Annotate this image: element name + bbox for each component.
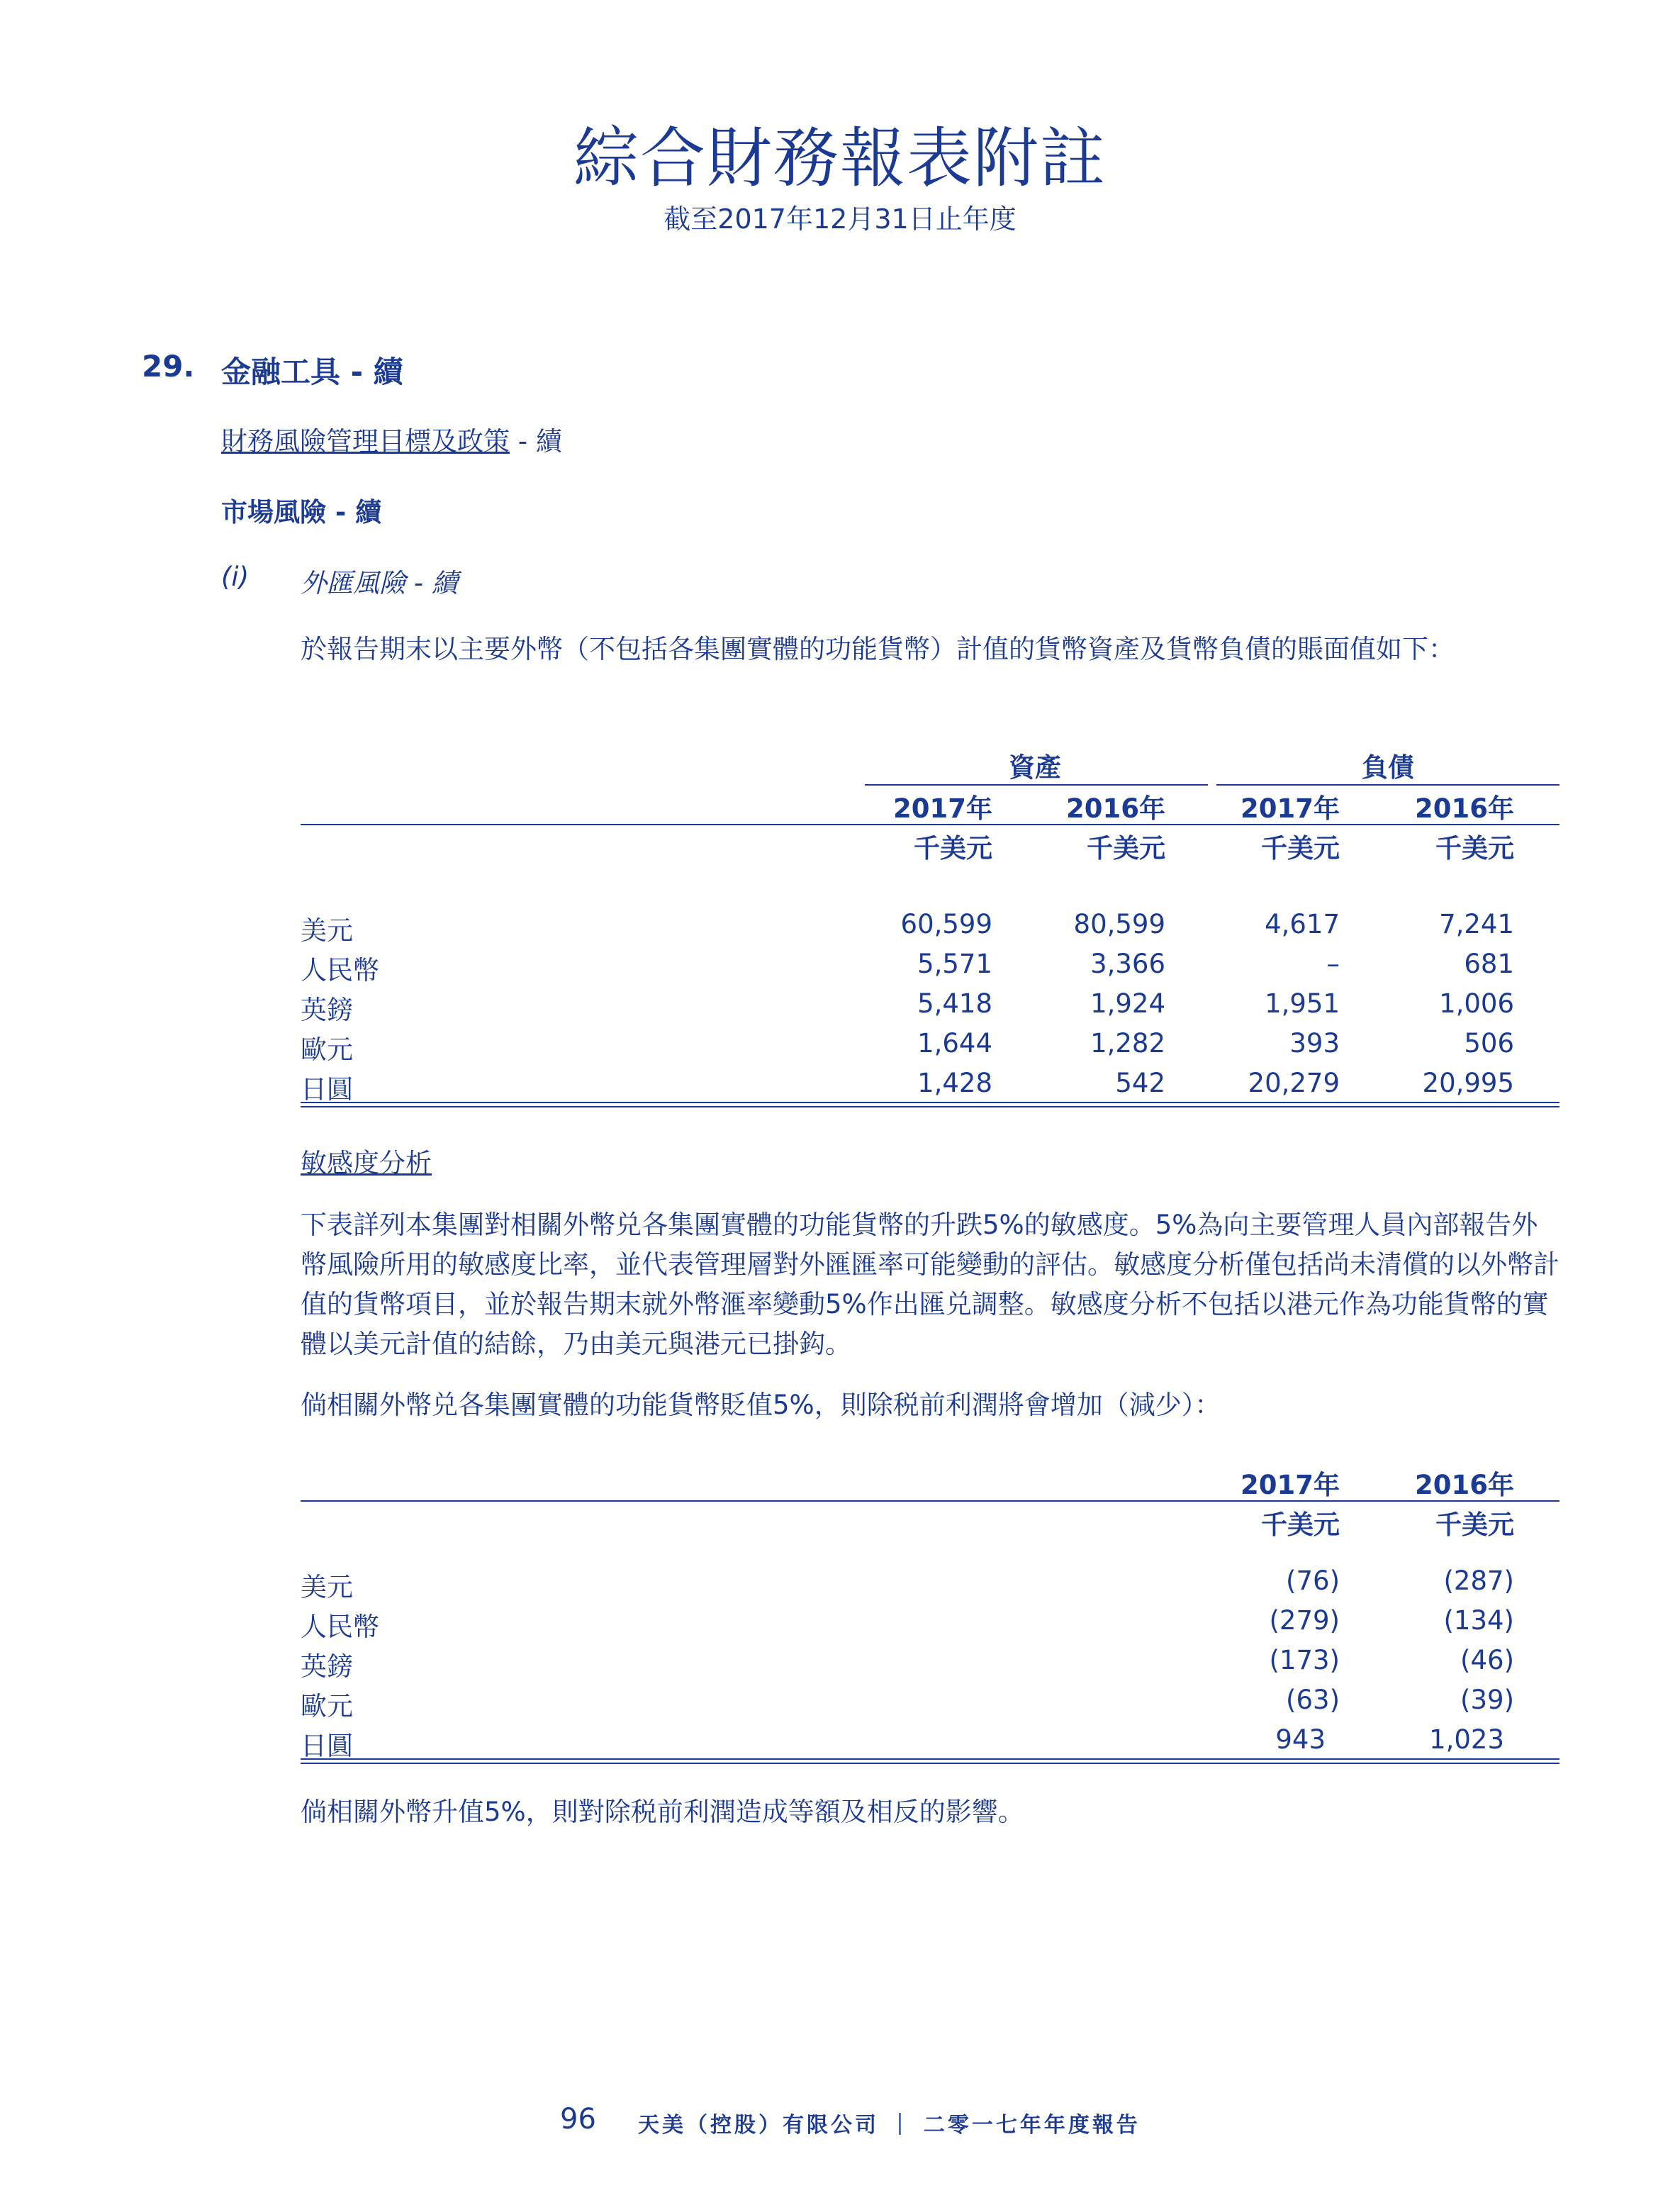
row-label: 人民幣 bbox=[301, 955, 379, 986]
row-value: (63) bbox=[1286, 1685, 1340, 1715]
row-value: 4,617 bbox=[1265, 909, 1340, 939]
appreciation-paragraph: 倘相關外幣升值5%，則對除税前利潤造成等額及相反的影響。 bbox=[301, 1797, 1024, 1827]
row-label: 美元 bbox=[301, 915, 353, 946]
liabilities-rule bbox=[1216, 784, 1559, 786]
t1-total-rule bbox=[301, 1102, 1559, 1107]
market-risk-heading: 市場風險 - 續 bbox=[221, 497, 382, 528]
row-value: (39) bbox=[1460, 1685, 1514, 1715]
row-label: 英鎊 bbox=[301, 1651, 353, 1682]
row-value: 506 bbox=[1464, 1028, 1514, 1059]
row-label: 英鎊 bbox=[301, 995, 353, 1025]
row-value: 60,599 bbox=[900, 909, 992, 939]
row-value: 20,995 bbox=[1422, 1068, 1514, 1098]
t1-unit-col1: 千美元 bbox=[914, 833, 992, 864]
row-value: 1,924 bbox=[1090, 988, 1165, 1019]
row-value: (173) bbox=[1269, 1645, 1340, 1675]
subsection-heading-main: 財務風險管理目標及政策 bbox=[221, 426, 510, 457]
row-value: 1,282 bbox=[1090, 1028, 1165, 1059]
group-liabilities: 負債 bbox=[1362, 752, 1414, 783]
footer-text: 天美（控股）有限公司 ｜ 二零一七年年度報告 bbox=[638, 2113, 1141, 2138]
row-label: 歐元 bbox=[301, 1691, 353, 1721]
row-value: 1,951 bbox=[1265, 988, 1340, 1019]
item-title: 外匯風險 - 續 bbox=[301, 568, 458, 598]
row-value: 20,279 bbox=[1248, 1068, 1340, 1098]
row-value: 5,571 bbox=[917, 949, 992, 979]
row-value: 5,418 bbox=[917, 988, 992, 1019]
row-value: (287) bbox=[1443, 1565, 1514, 1596]
t2-total-rule bbox=[301, 1758, 1559, 1764]
row-label: 美元 bbox=[301, 1572, 353, 1602]
row-value: 943 bbox=[1275, 1724, 1326, 1755]
row-value: 3,366 bbox=[1090, 949, 1165, 979]
sensitivity-heading: 敏感度分析 bbox=[301, 1148, 432, 1178]
row-label: 日圓 bbox=[301, 1074, 353, 1105]
row-label: 日圓 bbox=[301, 1731, 353, 1761]
t2-unit-col2: 千美元 bbox=[1435, 1509, 1514, 1540]
t2-header-rule bbox=[301, 1500, 1559, 1502]
t1-year-col3: 2017年 bbox=[1241, 793, 1340, 824]
row-value: (46) bbox=[1460, 1645, 1514, 1675]
assets-rule bbox=[865, 784, 1208, 786]
row-label: 歐元 bbox=[301, 1034, 353, 1065]
page-number: 96 bbox=[560, 2103, 596, 2136]
t1-unit-col3: 千美元 bbox=[1261, 833, 1340, 864]
t1-header-rule bbox=[301, 824, 1559, 825]
t2-year-col2: 2016年 bbox=[1415, 1470, 1514, 1500]
row-value: (279) bbox=[1269, 1605, 1340, 1636]
t1-year-col2: 2016年 bbox=[1066, 793, 1165, 824]
row-label: 人民幣 bbox=[301, 1612, 379, 1642]
row-value: – bbox=[1326, 949, 1340, 979]
row-value: 393 bbox=[1289, 1028, 1340, 1059]
row-value: 1,023 bbox=[1429, 1724, 1504, 1755]
subsection-heading bbox=[221, 420, 562, 458]
page-subtitle: 截至2017年12月31日止年度 bbox=[663, 203, 1017, 235]
page-title: 綜合財務報表附註 bbox=[573, 121, 1107, 196]
row-value: 542 bbox=[1115, 1068, 1165, 1098]
sensitivity-paragraph: 下表詳列本集團對相關外幣兑各集團實體的功能貨幣的升跌5%的敏感度。5%為向主要管理人員內部報告外幣風險所用的敏感度比率，並代表管理層對外匯匯率可能變動的評估。敏感度分析僅包括尚未清償的以外幣計值的貨幣項目，並於報告期末就外幣滙率變動5%作出匯兑調整。敏感度分析不包括以港元作為功能貨幣的實體以美元計值的結餘，乃由美元與港元已掛鈎。 bbox=[301, 1210, 1559, 1359]
section-number: 29. bbox=[142, 349, 195, 384]
intro-paragraph: 於報告期末以主要外幣（不包括各集團實體的功能貨幣）計值的貨幣資產及貨幣負債的賬面值如下： bbox=[301, 634, 1455, 664]
t1-unit-col4: 千美元 bbox=[1435, 833, 1514, 864]
subsection-heading-suffix: - 續 bbox=[510, 426, 562, 457]
t1-year-col4: 2016年 bbox=[1415, 793, 1514, 824]
row-value: 1,006 bbox=[1439, 988, 1514, 1019]
row-value: (76) bbox=[1286, 1565, 1340, 1596]
item-number: (i) bbox=[221, 562, 250, 592]
row-value: 1,428 bbox=[917, 1068, 992, 1098]
t2-year-col1: 2017年 bbox=[1241, 1470, 1340, 1500]
section-title: 金融工具 - 續 bbox=[221, 355, 403, 389]
t1-unit-col2: 千美元 bbox=[1087, 833, 1165, 864]
row-value: 7,241 bbox=[1439, 909, 1514, 939]
t1-year-col1: 2017年 bbox=[893, 793, 992, 824]
row-value: (134) bbox=[1443, 1605, 1514, 1636]
row-value: 80,599 bbox=[1073, 909, 1165, 939]
row-value: 681 bbox=[1464, 949, 1514, 979]
row-value: 1,644 bbox=[917, 1028, 992, 1059]
depreciation-paragraph: 倘相關外幣兑各集團實體的功能貨幣貶值5%，則除税前利潤將會增加（減少）： bbox=[301, 1390, 1221, 1420]
group-assets: 資產 bbox=[1009, 752, 1061, 783]
t2-unit-col1: 千美元 bbox=[1261, 1509, 1340, 1540]
